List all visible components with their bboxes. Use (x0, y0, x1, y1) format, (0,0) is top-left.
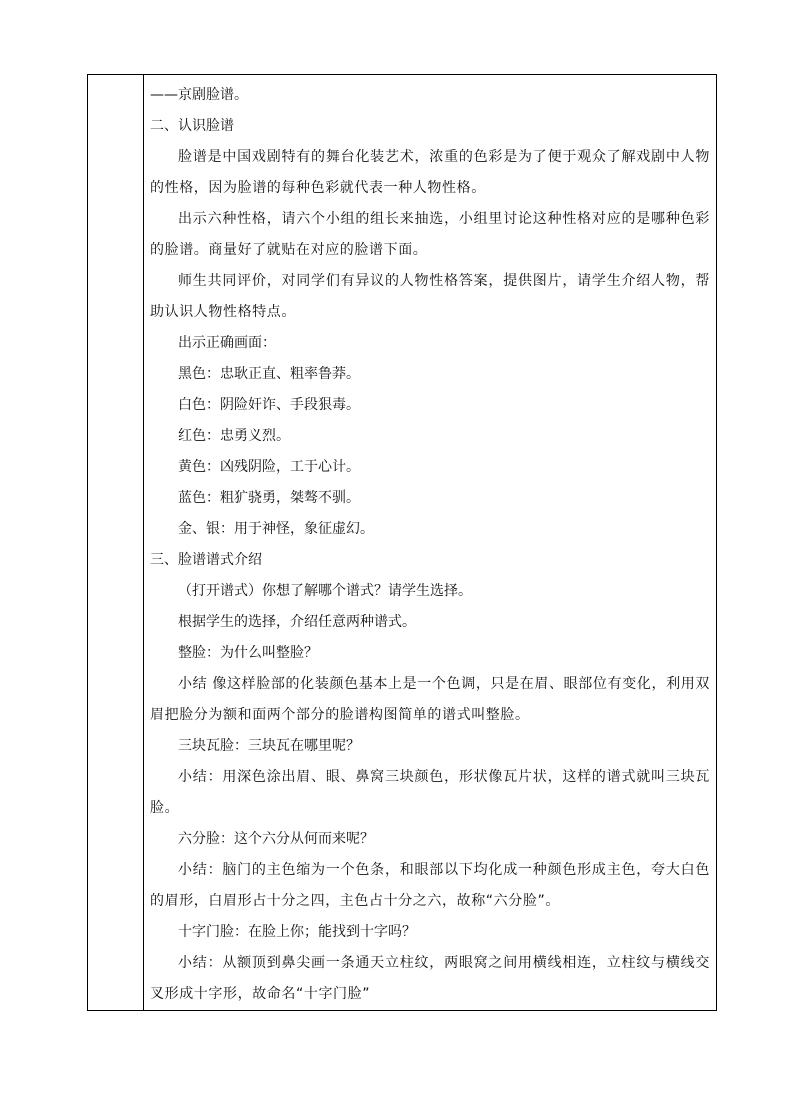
lesson-table (87, 74, 717, 1011)
summary-six-part: 小结：脑门的主色缩为一个色条，和眼部以下均化成一种颜色形成主色，夸大白色的眉形，白眉形占十分之四，主色占十分之六，故称“六分脸”。 (150, 862, 710, 909)
left-column-cell (88, 75, 144, 1010)
color-item: 白色：阴险奸诈、手段狠毒。 (178, 397, 360, 413)
color-intro: 出示正确画面： (178, 335, 276, 351)
text-line-opera-masks: ——京剧脸谱。 (150, 87, 248, 103)
section3-line: 整脸：为什么叫整脸？ (178, 645, 318, 661)
question-three-tile: 三块瓦脸：三块瓦在哪里呢？ (178, 738, 360, 754)
section3-line: 根据学生的选择，介绍任意两种谱式。 (178, 614, 416, 630)
content-cell (144, 75, 716, 1010)
summary-whole-face: 小结 像这样脸部的化装颜色基本上是一个色调，只是在眉、眼部位有变化，利用双眉把脸分为额和面两个部分的脸谱构图简单的谱式叫整脸。 (150, 676, 710, 723)
summary-three-tile: 小结：用深色涂出眉、眼、鼻窝三块颜色，形状像瓦片状，这样的谱式就叫三块瓦脸。 (150, 769, 710, 816)
section3-line: （打开谱式）你想了解哪个谱式？请学生选择。 (178, 583, 472, 599)
paragraph-evaluation: 师生共同评价，对同学们有异议的人物性格答案，提供图片，请学生介绍人物，帮助认识人物性格特点。 (150, 273, 710, 320)
color-item: 金、银：用于神怪，象征虚幻。 (178, 521, 374, 537)
paragraph-intro: 脸谱是中国戏剧特有的舞台化装艺术，浓重的色彩是为了便于观众了解戏剧中人物的性格，因为脸谱的每种色彩就代表一种人物性格。 (150, 149, 710, 196)
question-cross-face: 十字门脸：在脸上你；能找到十字吗？ (178, 924, 416, 940)
section-heading-2: 二、认识脸谱 (150, 118, 234, 134)
color-item: 黑色：忠耿正直、粗率鲁莽。 (178, 366, 360, 382)
summary-cross-face: 小结：从额顶到鼻尖画一条通天立柱纹，两眼窝之间用横线相连，立柱纹与横线交叉形成十字形，故命名“十字门脸” (150, 955, 710, 1002)
paragraph-activity: 出示六种性格，请六个小组的组长来抽选，小组里讨论这种性格对应的是哪种色彩的脸谱。商量好了就贴在对应的脸谱下面。 (150, 211, 710, 258)
color-item: 蓝色：粗犷骁勇，桀骜不驯。 (178, 490, 360, 506)
color-item: 黄色：凶残阴险，工于心计。 (178, 459, 360, 475)
color-item: 红色：忠勇义烈。 (178, 428, 290, 444)
question-six-part: 六分脸：这个六分从何而来呢？ (178, 831, 374, 847)
section-heading-3: 三、脸谱谱式介绍 (150, 552, 262, 568)
